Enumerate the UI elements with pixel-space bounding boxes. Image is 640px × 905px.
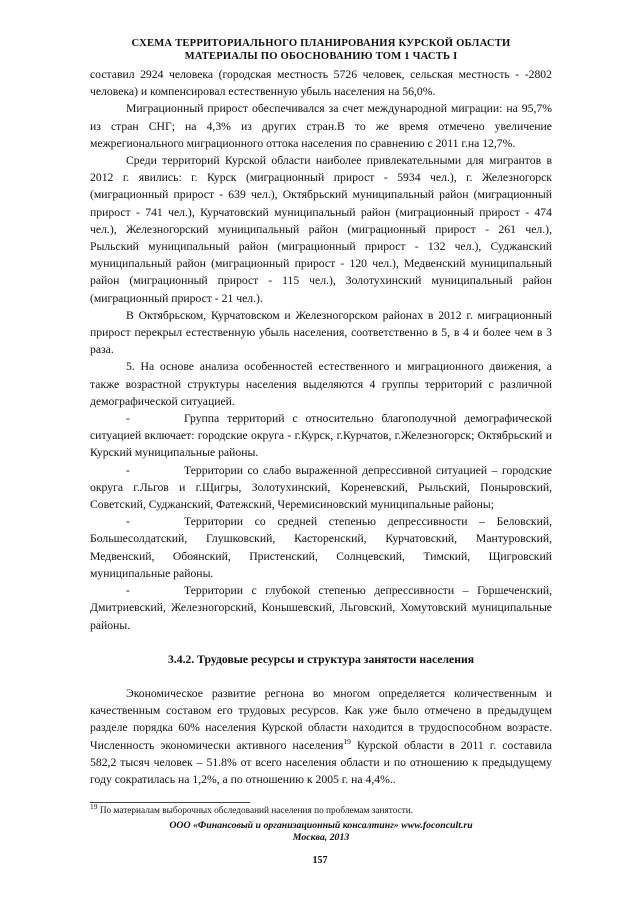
footnote-divider: [90, 802, 250, 803]
labor-text-end: Курской области в 2011 г. составила 582,2 тысяч человек – 51.8% от всего населения области и по отношению к предыдущему году сократилась на 1,2%, а по отношению к 2005 г. на 4,4%..: [90, 738, 552, 786]
group-item-text: Группа территорий с относительно благополучной демографической ситуацией включает: городские округа - г.Курск, г.Курчатов, г.Железногорск; Октябрьский и Курский муниципальные районы.: [90, 412, 552, 460]
footnote-number: 19: [90, 801, 98, 811]
group-item-text: Территории с глубокой степенью депрессивности – Горшеченский, Дмитриевский, Железногорский, Конышевский, Льговский, Хомутовский муниципальные районы.: [90, 584, 552, 632]
footer-company: ООО «Финансовый и организационный консалтинг» www.foconcult.ru: [169, 820, 473, 831]
group-item-text: Территории со средней степенью депрессивности – Беловский, Большесолдатский, Глушковский, Касторенский, Курчатовский, Мантуровский, Медвенский, Обоянский, Пристенский, Солнцевский, Тимский, Щигровский муниципальные районы.: [90, 515, 552, 580]
dash-marker: -: [126, 584, 130, 598]
paragraph-continuation: составил 2924 человека (городская местность 5726 человек, сельская местность - -2802 человека) и компенсировал естественную убыль населения на 56,0%.: [90, 68, 552, 99]
paragraph-attractive-territories: Среди территорий Курской области наиболее привлекательными для мигрантов в 2012 г. явились: г. Курск (миграционный прирост - 5934 чел.), г. Железногорск (миграционный прирост - 639 чел.), Октябрьский муниципальный район (миграционный прирост - 741 чел.), Курчатовский муниципальный район (миграционный прирост - 474 чел.), Железногорский муниципальный район (миграционный прирост - 261 чел.), Рыльский муниципальный район (миграционный прирост - 132 чел.), Суджанский муниципальный район (миграционный прирост - 120 чел.), Медвенский муниципальный район (миграционный прирост - 115 чел.), Золотухинский муниципальный район (миграционный прирост - 21 чел.).: [90, 154, 552, 305]
footer-city-year: Москва, 2013: [292, 831, 350, 843]
group-item: [90, 410, 552, 462]
group-item: [90, 513, 552, 582]
footnote-text: По материалам выборочных обследований населения по проблемам занятости.: [97, 806, 414, 816]
footnote: [90, 801, 552, 817]
dash-marker: -: [126, 412, 130, 426]
group-item: [90, 462, 552, 514]
main-text: [90, 66, 552, 788]
footnote-reference[interactable]: 19: [343, 736, 351, 746]
running-header: [90, 38, 552, 63]
spacer: [90, 634, 552, 651]
paragraph-groups-intro: 5. На основе анализа особенностей естественного и миграционного движения, а также возрастной структуры населения выделяются 4 группы территорий с различной демографической ситуацией.: [90, 360, 552, 408]
group-item: [90, 582, 552, 634]
header-subtitle: МАТЕРИАЛЫ ПО ОБОСНОВАНИЮ ТОМ 1 ЧАСТЬ I: [184, 50, 458, 62]
running-footer: [90, 820, 552, 843]
page-number: 157: [312, 855, 328, 866]
paragraph-migration-sources: Миграционный прирост обеспечивался за счет международной миграции: на 95,7% из стран СНГ; на 4,3% из других стран.В то же время отмечено увеличение межрегионального миграционного оттока населения по сравнению с 2011 г.на 12,7%.: [90, 102, 552, 150]
group-item-text: Территории со слабо выраженной депрессивной ситуацией – городские округа г.Льгов и г.Щигры, Золотухинский, Кореневский, Рыльский, Поныровский, Советский, Суджанский, Фатежский, Черемисиновский муниципальные районы;: [90, 463, 552, 512]
spacer: [90, 668, 552, 685]
paragraph-labor-resources: [90, 685, 552, 788]
paragraph-districts-growth: В Октябрьском, Курчатовском и Железногорском районах в 2012 г. миграционный прирост перекрыл естественную убыль населения, соответственно в 5, в 4 и более чем в 3 раза.: [90, 308, 552, 357]
header-title: СХЕМА ТЕРРИТОРИАЛЬНОГО ПЛАНИРОВАНИЯ КУРСКОЙ ОБЛАСТИ: [131, 38, 511, 49]
dash-marker: -: [126, 515, 130, 529]
section-heading: 3.4.2. Трудовые ресурсы и структура занятости населения: [167, 652, 475, 666]
labor-text-start: Экономическое развитие регнона во многом определяется количественным и качественным составом его трудовых ресурсов. Как уже было отмечено в предыдущем разделе порядка 60% населения Курской области находится в трудоспособном возрасте. Численность экономически активного населения: [90, 686, 552, 752]
dash-marker: -: [126, 463, 130, 477]
